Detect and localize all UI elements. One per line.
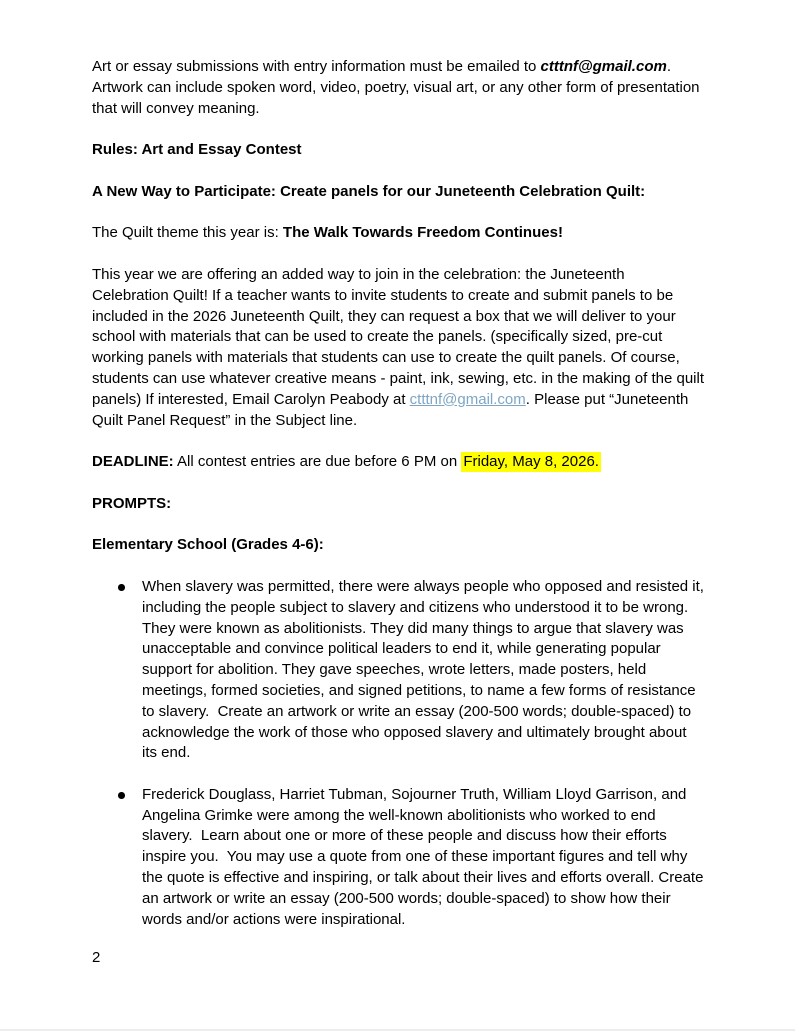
- intro-text-before-email: Art or essay submissions with entry information must be emailed to: [92, 58, 541, 75]
- rules-heading: Rules: Art and Essay Contest: [92, 141, 302, 159]
- deadline-date-highlighted: Friday, May 8, 2026.: [463, 453, 599, 471]
- theme-label: The Quilt theme this year is:: [92, 224, 283, 242]
- deadline-text: All contest entries are due before 6 PM on: [173, 453, 462, 471]
- theme-value: The Walk Towards Freedom Continues!: [282, 224, 563, 242]
- prompt-bullet-abolitionists: When slavery was permitted, there were always people who opposed and resisted it, including the people subject to slavery and citizens who understood it to be wrong. They were known as abolitionists. They did many things to argue that slavery was unacceptable and convince political leaders to end it, while generating popular support for abolition. They gave speeches, wrote letters, made posters, held meetings, formed societies, and signed petitions, to name a few forms of resistance to slavery. Create an artwork or write an essay (200-500 words; double-spaced) to acknowledge the work of those who opposed slavery and ultimately brought about its end.: [92, 577, 704, 764]
- quilt-text-before-link: This year we are offering an added way to join in the celebration: the Juneteenth Celebration Quilt! If a teacher wants to invite students to create and submit panels to be included in the 2026 Juneteenth Quilt, they can request a box that we will deliver to your school with materials that can be used to create the panels. (specifically sized, pre-cut working panels with materials that students can use to create the quilt panels. Of course, students can use whatever creative means - paint, ink, sewing, etc. in the making of the quilt panels) If interested, Email Carolyn Peabody at: [92, 265, 709, 408]
- page-number: 2: [92, 949, 101, 966]
- prompt-bullet-famous-figures: Frederick Douglass, Harriet Tubman, Sojourner Truth, William Lloyd Garrison, and Angelina Grimke were among the well-known abolitionists who worked to end slavery. Learn about one or more of these people and discuss how their efforts inspire you. You may use a quote from one of these important figures and tell why the quote is effective and inspiring, or talk about their lives and efforts overall. Create an artwork or write an essay (200-500 words; double-spaced) to show how their words and/or actions were inspirational.: [92, 785, 704, 931]
- quilt-text-after-link: . Please put “Juneteenth Quilt Panel Request” in the Subject line.: [92, 390, 693, 429]
- deadline-line: [92, 452, 704, 473]
- intro-paragraph: [92, 57, 704, 119]
- prompts-heading: PROMPTS:: [92, 494, 172, 512]
- deadline-label: DEADLINE:: [92, 453, 174, 471]
- intro-text-after-email: . Artwork can include spoken word, video, poetry, visual art, or any other form of presentation that will convey meaning.: [92, 58, 704, 117]
- contact-email-link[interactable]: ctttnf@gmail.com: [409, 390, 526, 408]
- quilt-paragraph: [92, 265, 709, 431]
- participate-heading: A New Way to Participate: Create panels for our Juneteenth Celebration Quilt:: [92, 182, 646, 200]
- submission-email: ctttnf@gmail.com: [540, 58, 667, 75]
- theme-line: [92, 223, 704, 244]
- elementary-heading: Elementary School (Grades 4-6):: [92, 536, 324, 554]
- prompt-list: [92, 577, 709, 931]
